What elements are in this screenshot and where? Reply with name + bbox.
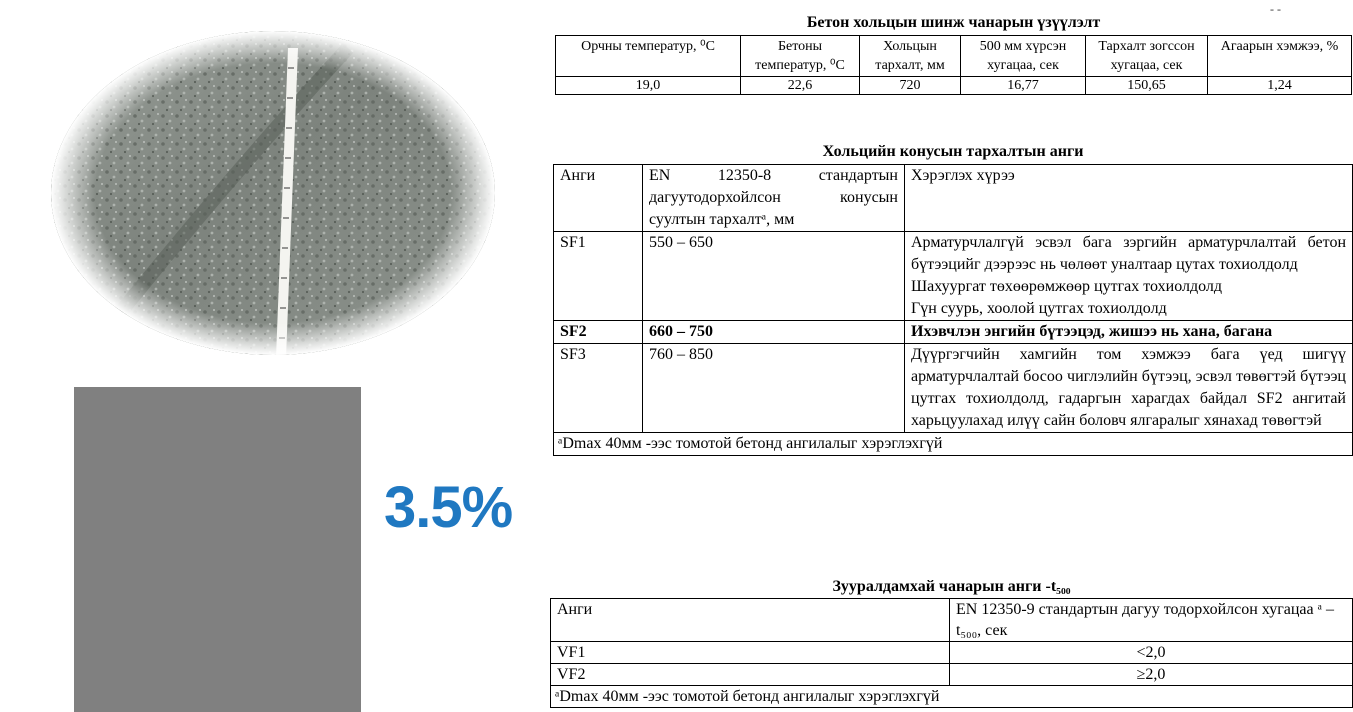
viscosity-header-row	[551, 599, 1353, 642]
header-cell: Анги	[551, 599, 950, 642]
properties-table	[555, 35, 1352, 95]
percent-label: 3.5%	[384, 475, 513, 540]
usage-cell	[905, 232, 1353, 321]
table-row	[551, 642, 1353, 664]
slump-table-caption: Хольцийн конусын тархалтын анги	[822, 143, 1084, 160]
class-cell: SF3	[554, 344, 643, 433]
properties-table-caption: Бетон хольцын шинж чанарын үзүүлэлт	[806, 14, 1101, 31]
footnote: ᵃDmax 40мм -ээс томотой бетонд ангилалыг хэрэглэхгүй	[551, 686, 1353, 708]
value-cell: ≥2,0	[950, 664, 1353, 686]
header-cell: EN 12350-8 стандартын дагуутодорхойлсон конусын суултын тархалтᵃ, мм	[643, 165, 905, 232]
usage-cell: Ихэвчлэн энгийн бүтээцэд, жишээ нь хана, багана	[905, 321, 1353, 344]
value-cell: 16,77	[961, 77, 1086, 95]
table-row	[551, 664, 1353, 686]
range-cell: 660 – 750	[643, 321, 905, 344]
concrete-flow-photo	[48, 28, 498, 358]
header-cell: Хэрэглэх хүрээ	[905, 165, 1353, 232]
header-cell: Тархалт зогссон хугацаа, сек	[1086, 36, 1208, 77]
header-cell: EN 12350-9 стандартын дагуу тодорхойлсон хугацаа ᵃ – t₅₀₀, сек	[950, 599, 1353, 642]
usage-line: Арматурчлалгүй эсвэл бага зэргийн арматурчлалтай бетон бүтээцийг дээрээс нь чөлөөт уналтаар цутах тохиолдолд	[911, 234, 1346, 273]
usage-cell: Дүүргэгчийн хамгийн том хэмжээ бага үед шигүү арматурчлалтай босоо чиглэлийн бүтээц, эсвэл төвөгтэй бүтээц цутгах тохиолдолд, гадаргын харагдах байдал SF2 ангитай харьцуулахад илүү сайн боловч ялгаралыг хянахад төвөгтэй	[905, 344, 1353, 433]
usage-line: Шахуургат төхөөрөмжөөр цутгах тохиолдолд	[911, 278, 1223, 295]
footnote: ᵃDmax 40мм -ээс томотой бетонд ангилалыг хэрэглэхгүй	[554, 433, 1353, 456]
range-cell: 550 – 650	[643, 232, 905, 321]
viscosity-table-caption: Зууралдамхай чанарын анги -t₅₀₀	[832, 578, 1071, 595]
class-cell: VF1	[551, 642, 950, 664]
table-row	[554, 344, 1353, 433]
header-cell: Агаарын хэмжээ, %	[1208, 36, 1352, 77]
slump-header-row	[554, 165, 1353, 232]
header-marks: - -	[1270, 2, 1281, 16]
value-cell: 1,24	[1208, 77, 1352, 95]
viscosity-table	[550, 598, 1353, 708]
footnote-row	[554, 433, 1353, 456]
slump-table	[553, 164, 1353, 456]
value-cell: 150,65	[1086, 77, 1208, 95]
grey-placeholder-box	[74, 387, 361, 712]
value-cell: 22,6	[741, 77, 860, 95]
value-cell: <2,0	[950, 642, 1353, 664]
table-row	[554, 321, 1353, 344]
properties-values-row	[556, 77, 1352, 95]
footnote-row	[551, 686, 1353, 708]
value-cell: 720	[860, 77, 961, 95]
usage-line: Гүн суурь, хоолой цутгах тохиолдолд	[911, 300, 1167, 317]
class-cell: SF2	[554, 321, 643, 344]
class-cell: VF2	[551, 664, 950, 686]
class-cell: SF1	[554, 232, 643, 321]
header-cell: 500 мм хүрсэн хугацаа, сек	[961, 36, 1086, 77]
value-cell: 19,0	[556, 77, 741, 95]
header-cell: Бетоны температур, ⁰C	[741, 36, 860, 77]
header-cell: Хольцын тархалт, мм	[860, 36, 961, 77]
header-cell: Орчны температур, ⁰C	[556, 36, 741, 77]
header-cell: Анги	[554, 165, 643, 232]
range-cell: 760 – 850	[643, 344, 905, 433]
properties-header-row	[556, 36, 1352, 77]
table-row	[554, 232, 1353, 321]
